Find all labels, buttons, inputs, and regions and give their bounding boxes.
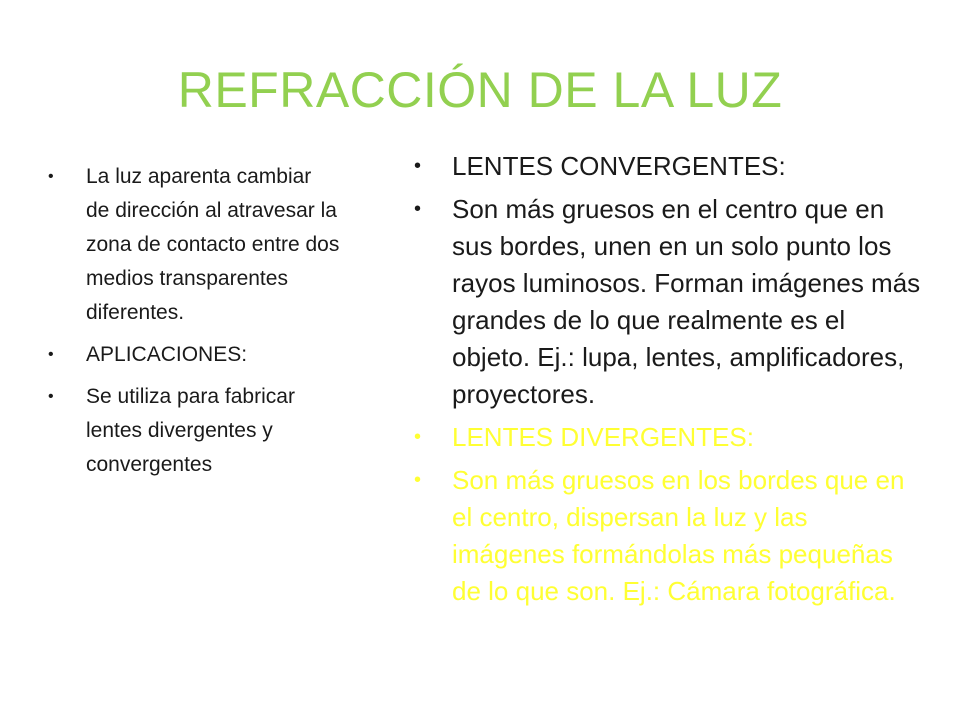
right-bullet-item — [414, 419, 924, 456]
left-column — [48, 160, 340, 490]
bullet-icon: • — [48, 168, 54, 185]
right-bullet-item — [414, 462, 924, 610]
left-bullet-list — [48, 160, 340, 482]
right-bullet-item — [414, 191, 924, 413]
bullet-icon: • — [414, 426, 422, 448]
slide-title: REFRACCIÓN DE LA LUZ — [177, 62, 783, 118]
left-bullet-text: Se utiliza para fabricar lentes divergentes y convergentes — [86, 385, 295, 476]
bullet-icon: • — [414, 198, 422, 220]
left-bullet-text: APLICACIONES: — [86, 343, 248, 366]
bullet-icon: • — [414, 155, 422, 177]
left-bullet-text: La luz aparenta cambiar de dirección al atravesar la zona de contacto entre dos medios transparentes diferentes. — [86, 165, 340, 324]
right-bullet-text: LENTES DIVERGENTES: — [452, 422, 754, 452]
right-bullet-item — [414, 148, 924, 185]
right-column — [414, 148, 924, 616]
left-bullet-item — [48, 380, 340, 482]
right-bullet-text: Son más gruesos en los bordes que en el centro, dispersan la luz y las imágenes formándolas más pequeñas de lo que son. Ej.: Cámara fotográfica. — [452, 465, 905, 606]
bullet-icon: • — [48, 388, 54, 405]
bullet-icon: • — [414, 469, 422, 491]
bullet-icon: • — [48, 346, 54, 363]
right-bullet-text: LENTES CONVERGENTES: — [452, 151, 786, 181]
right-bullet-text: Son más gruesos en el centro que en sus bordes, unen en un solo punto los rayos luminosos. Forman imágenes más grandes de lo que realmente es el objeto. Ej.: lupa, lentes, amplificadores, proyectores. — [452, 194, 921, 409]
left-bullet-item — [48, 160, 340, 330]
left-bullet-item — [48, 338, 340, 372]
right-bullet-list — [414, 148, 924, 610]
